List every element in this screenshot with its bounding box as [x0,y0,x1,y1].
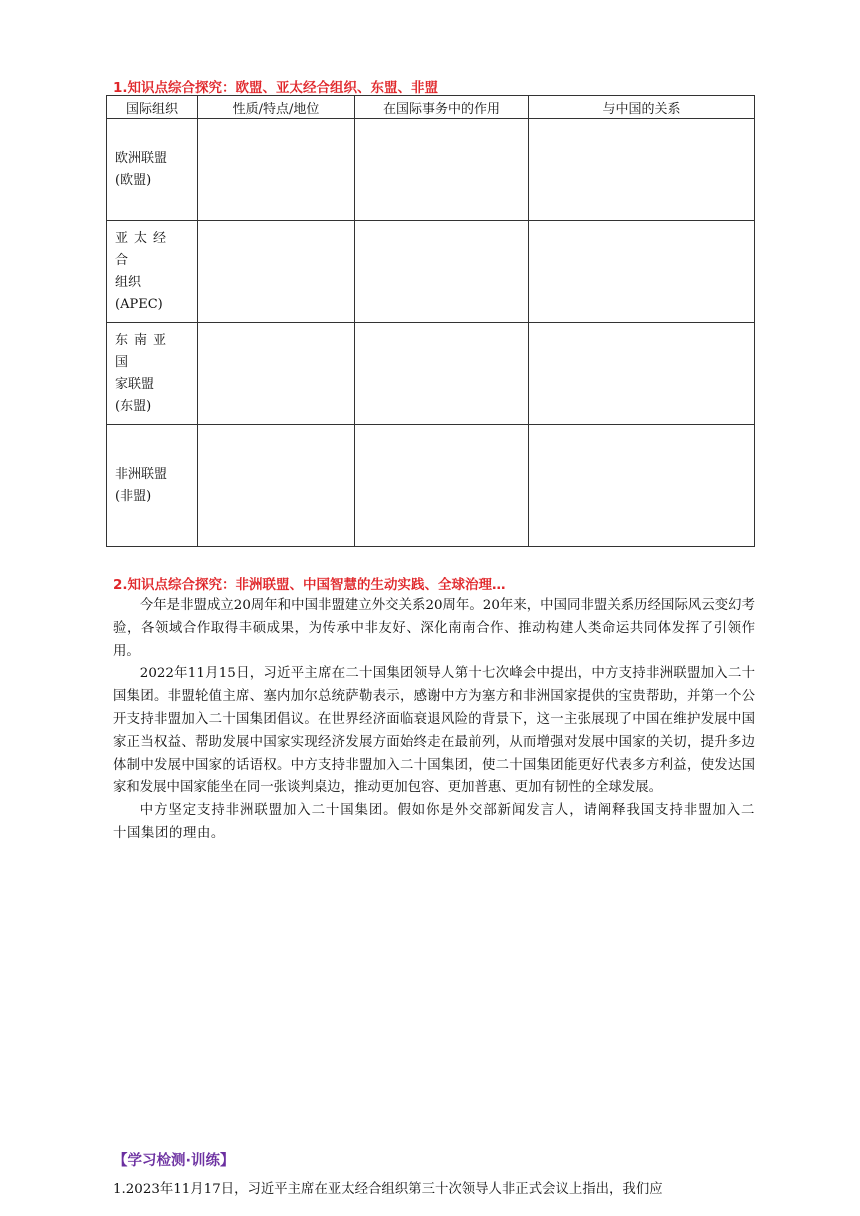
cell-asean-relation[interactable] [529,323,755,425]
table-row-asean [107,323,755,425]
reading-passage [113,595,755,846]
cell-asean-role[interactable] [355,323,529,425]
question-1-text: 1.2023年11月17日，习近平主席在亚太经合组织第三十次领导人非正式会议上指出，我们应 [113,1182,663,1197]
passage-paragraph: 2022年11月15日，习近平主席在二十国集团领导人第十七次峰会中提出，中方支持非洲联盟加入二十国集团。非盟轮值主席、塞内加尔总统萨勒表示，感谢中方为塞方和非洲国家提供的宝贵帮助，并第一个公开支持非盟加入二十国集团倡议。在世界经济面临衰退风险的背景下，这一主张展现了中国在维护发展中国家正当权益、帮助发展中国家实现经济发展方面始终走在最前列，从而增强对发展中国家的关切，提升多边体制中发展中国家的话语权。中方支持非盟加入二十国集团，使二十国集团能更好代表多方利益，使发达国家和发展中国家能坐在同一张谈判桌边，推动更加包容、更加普惠、更加有韧性的全球发展。 [113,666,755,796]
section2-title: 2.知识点综合探究：非洲联盟、中国智慧的生动实践、全球治理… [113,577,506,593]
table-header-row [107,96,755,119]
organizations-table [106,95,755,547]
header-nature: 性质/特点/地位 [198,96,355,119]
question-prompt: 中方坚定支持非洲联盟加入二十国集团。假如你是外交部新闻发言人，请阐释我国支持非盟加入二十国集团的理由。 [113,803,755,841]
cell-eu-nature[interactable] [198,119,355,221]
cell-asean-nature[interactable] [198,323,355,425]
header-org: 国际组织 [107,96,198,119]
header-relation: 与中国的关系 [529,96,755,119]
cell-au-relation[interactable] [529,425,755,547]
cell-eu-role[interactable] [355,119,529,221]
section1-title: 1.知识点综合探究：欧盟、亚太经合组织、东盟、非盟 [113,80,439,96]
org-name-asean: 东南亚国 家联盟 (东盟) [107,323,198,425]
check-section-header: 【学习检测·训练】 [113,1153,235,1169]
cell-eu-relation[interactable] [529,119,755,221]
table-row-eu [107,119,755,221]
table-row-au [107,425,755,547]
cell-au-nature[interactable] [198,425,355,547]
passage-paragraph: 今年是非盟成立20周年和中国非盟建立外交关系20周年。20年来，中国同非盟关系历经国际风云变幻考验，各领域合作取得丰硕成果，为传承中非友好、深化南南合作、推动构建人类命运共同体发挥了引领作用。 [113,598,755,659]
org-name-eu: 欧洲联盟 (欧盟) [107,119,198,221]
cell-au-role[interactable] [355,425,529,547]
cell-apec-relation[interactable] [529,221,755,323]
cell-apec-role[interactable] [355,221,529,323]
org-name-au: 非洲联盟 (非盟) [107,425,198,547]
cell-apec-nature[interactable] [198,221,355,323]
org-name-apec: 亚太经合 组织 (APEC) [107,221,198,323]
table-row-apec [107,221,755,323]
header-role: 在国际事务中的作用 [355,96,529,119]
